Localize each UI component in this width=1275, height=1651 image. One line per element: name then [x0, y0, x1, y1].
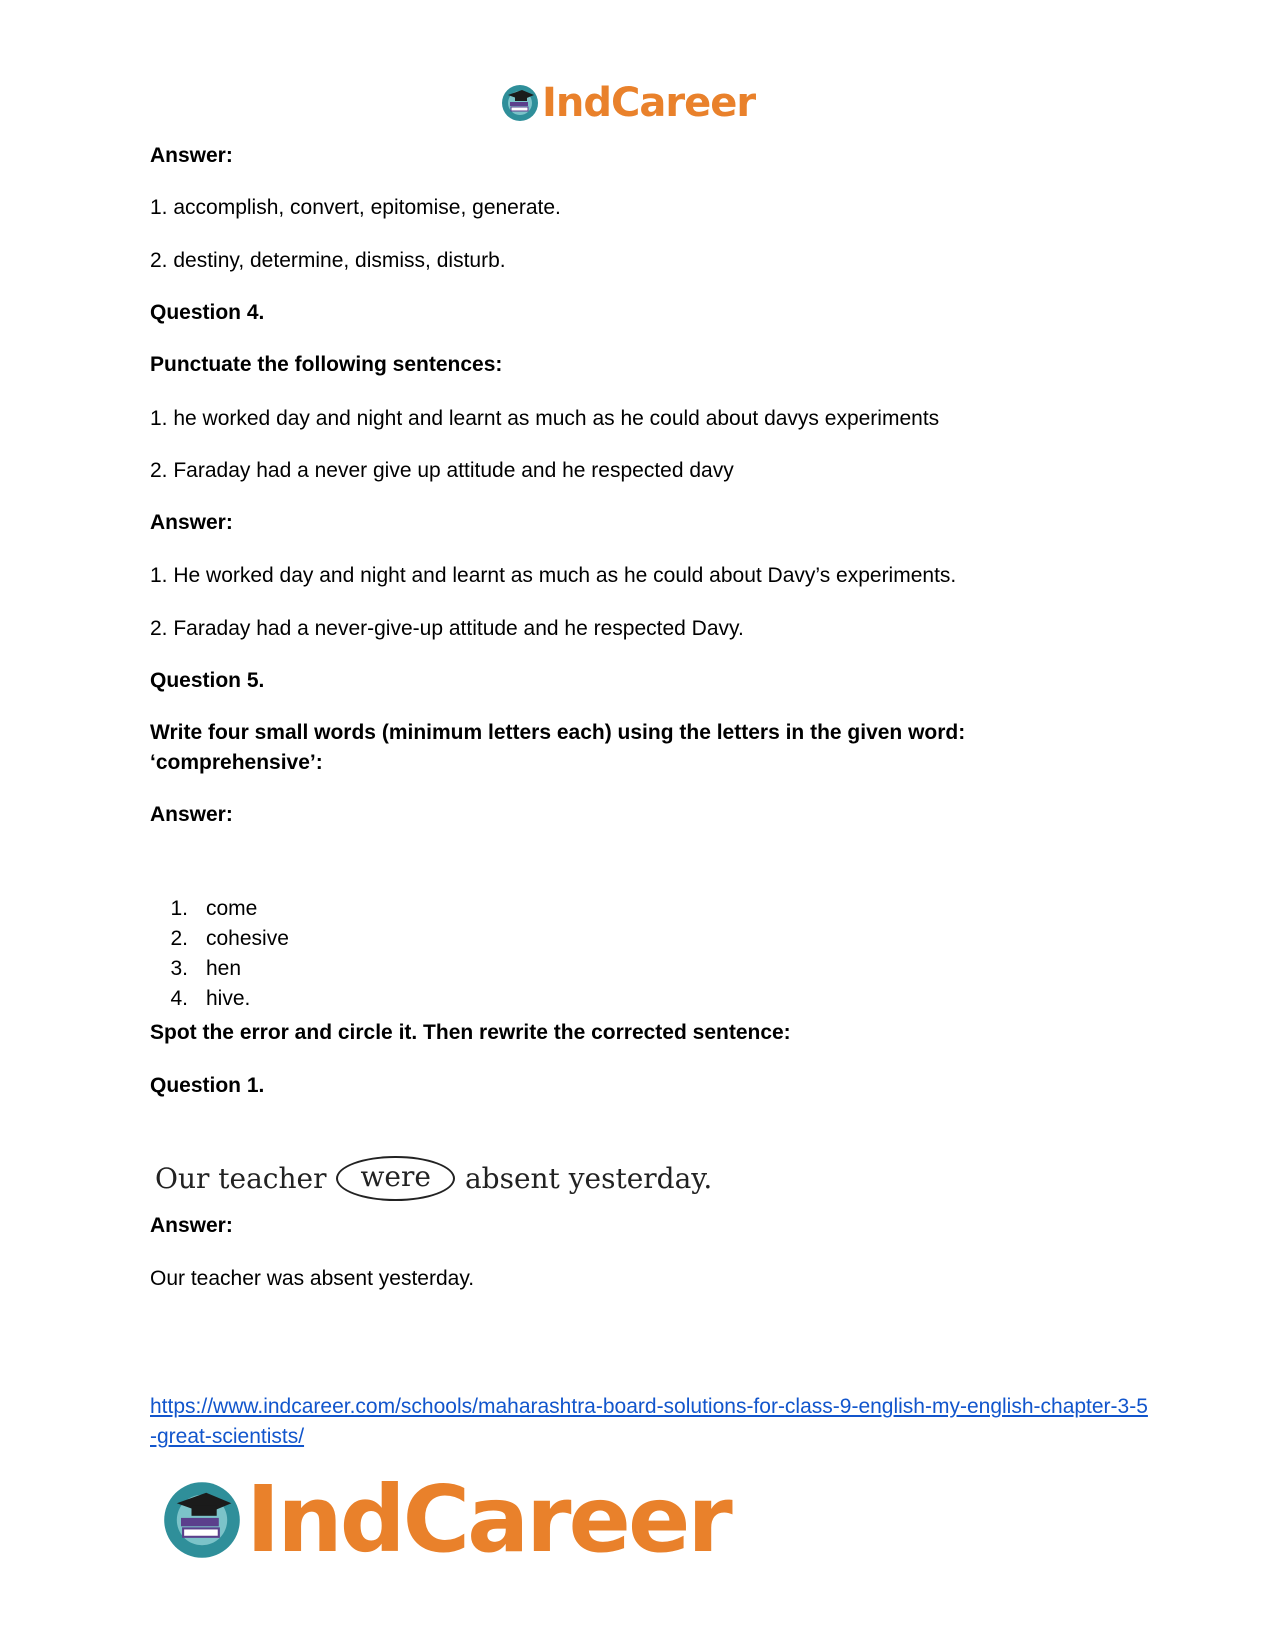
question-line: 1. he worked day and night and learnt as much as he could about davys experiments	[150, 407, 940, 430]
list-item: 1. come	[170, 897, 258, 920]
list-item: 4. hive.	[170, 987, 251, 1010]
sentence-end: absent yesterday.	[464, 1162, 713, 1195]
answer-line: 1. accomplish, convert, epitomise, generate.	[150, 196, 561, 219]
answer-line: 2. Faraday had a never-give-up attitude and he respected Davy.	[150, 617, 744, 640]
question-line: 2. Faraday had a never give up attitude and he respected davy	[150, 459, 734, 482]
answer-line: Our teacher was absent yesterday.	[150, 1267, 475, 1290]
source-link[interactable]: https://www.indcareer.com/schools/maharashtra-board-solutions-for-class-9-english-my-english-chapter-3-5-great-scientists/	[150, 1395, 1148, 1448]
answer-line: 1. He worked day and night and learnt as much as he could about Davy’s experiments.	[150, 564, 957, 587]
answer-list	[150, 894, 289, 1014]
question-heading: Question 4.	[150, 301, 265, 324]
graduation-cap-icon	[500, 83, 540, 123]
list-item: 3. hen	[170, 957, 242, 980]
graduation-cap-icon	[160, 1478, 244, 1562]
section-heading: Spot the error and circle it. Then rewrite the corrected sentence:	[150, 1021, 791, 1044]
error-sentence-figure	[155, 1156, 712, 1201]
answer-label: Answer:	[150, 803, 233, 826]
list-item: 2. cohesive	[170, 927, 289, 950]
answer-label: Answer:	[150, 511, 233, 534]
question-instruction: Write four small words (minimum letters each) using the letters in the given word: ‘comprehensive’:	[150, 721, 966, 774]
circled-error-word: were	[336, 1156, 455, 1201]
header-logo	[500, 80, 755, 126]
footer-logo	[160, 1466, 730, 1573]
answer-line: 2. destiny, determine, dismiss, disturb.	[150, 249, 506, 272]
question-heading: Question 1.	[150, 1074, 265, 1097]
brand-name: IndCareer	[542, 80, 756, 126]
question-instruction: Punctuate the following sentences:	[150, 353, 503, 376]
sentence-start: Our teacher	[155, 1162, 327, 1195]
brand-name: IndCareer	[246, 1466, 730, 1573]
answer-label: Answer:	[150, 1214, 233, 1237]
answer-label: Answer:	[150, 144, 233, 167]
question-heading: Question 5.	[150, 669, 265, 692]
